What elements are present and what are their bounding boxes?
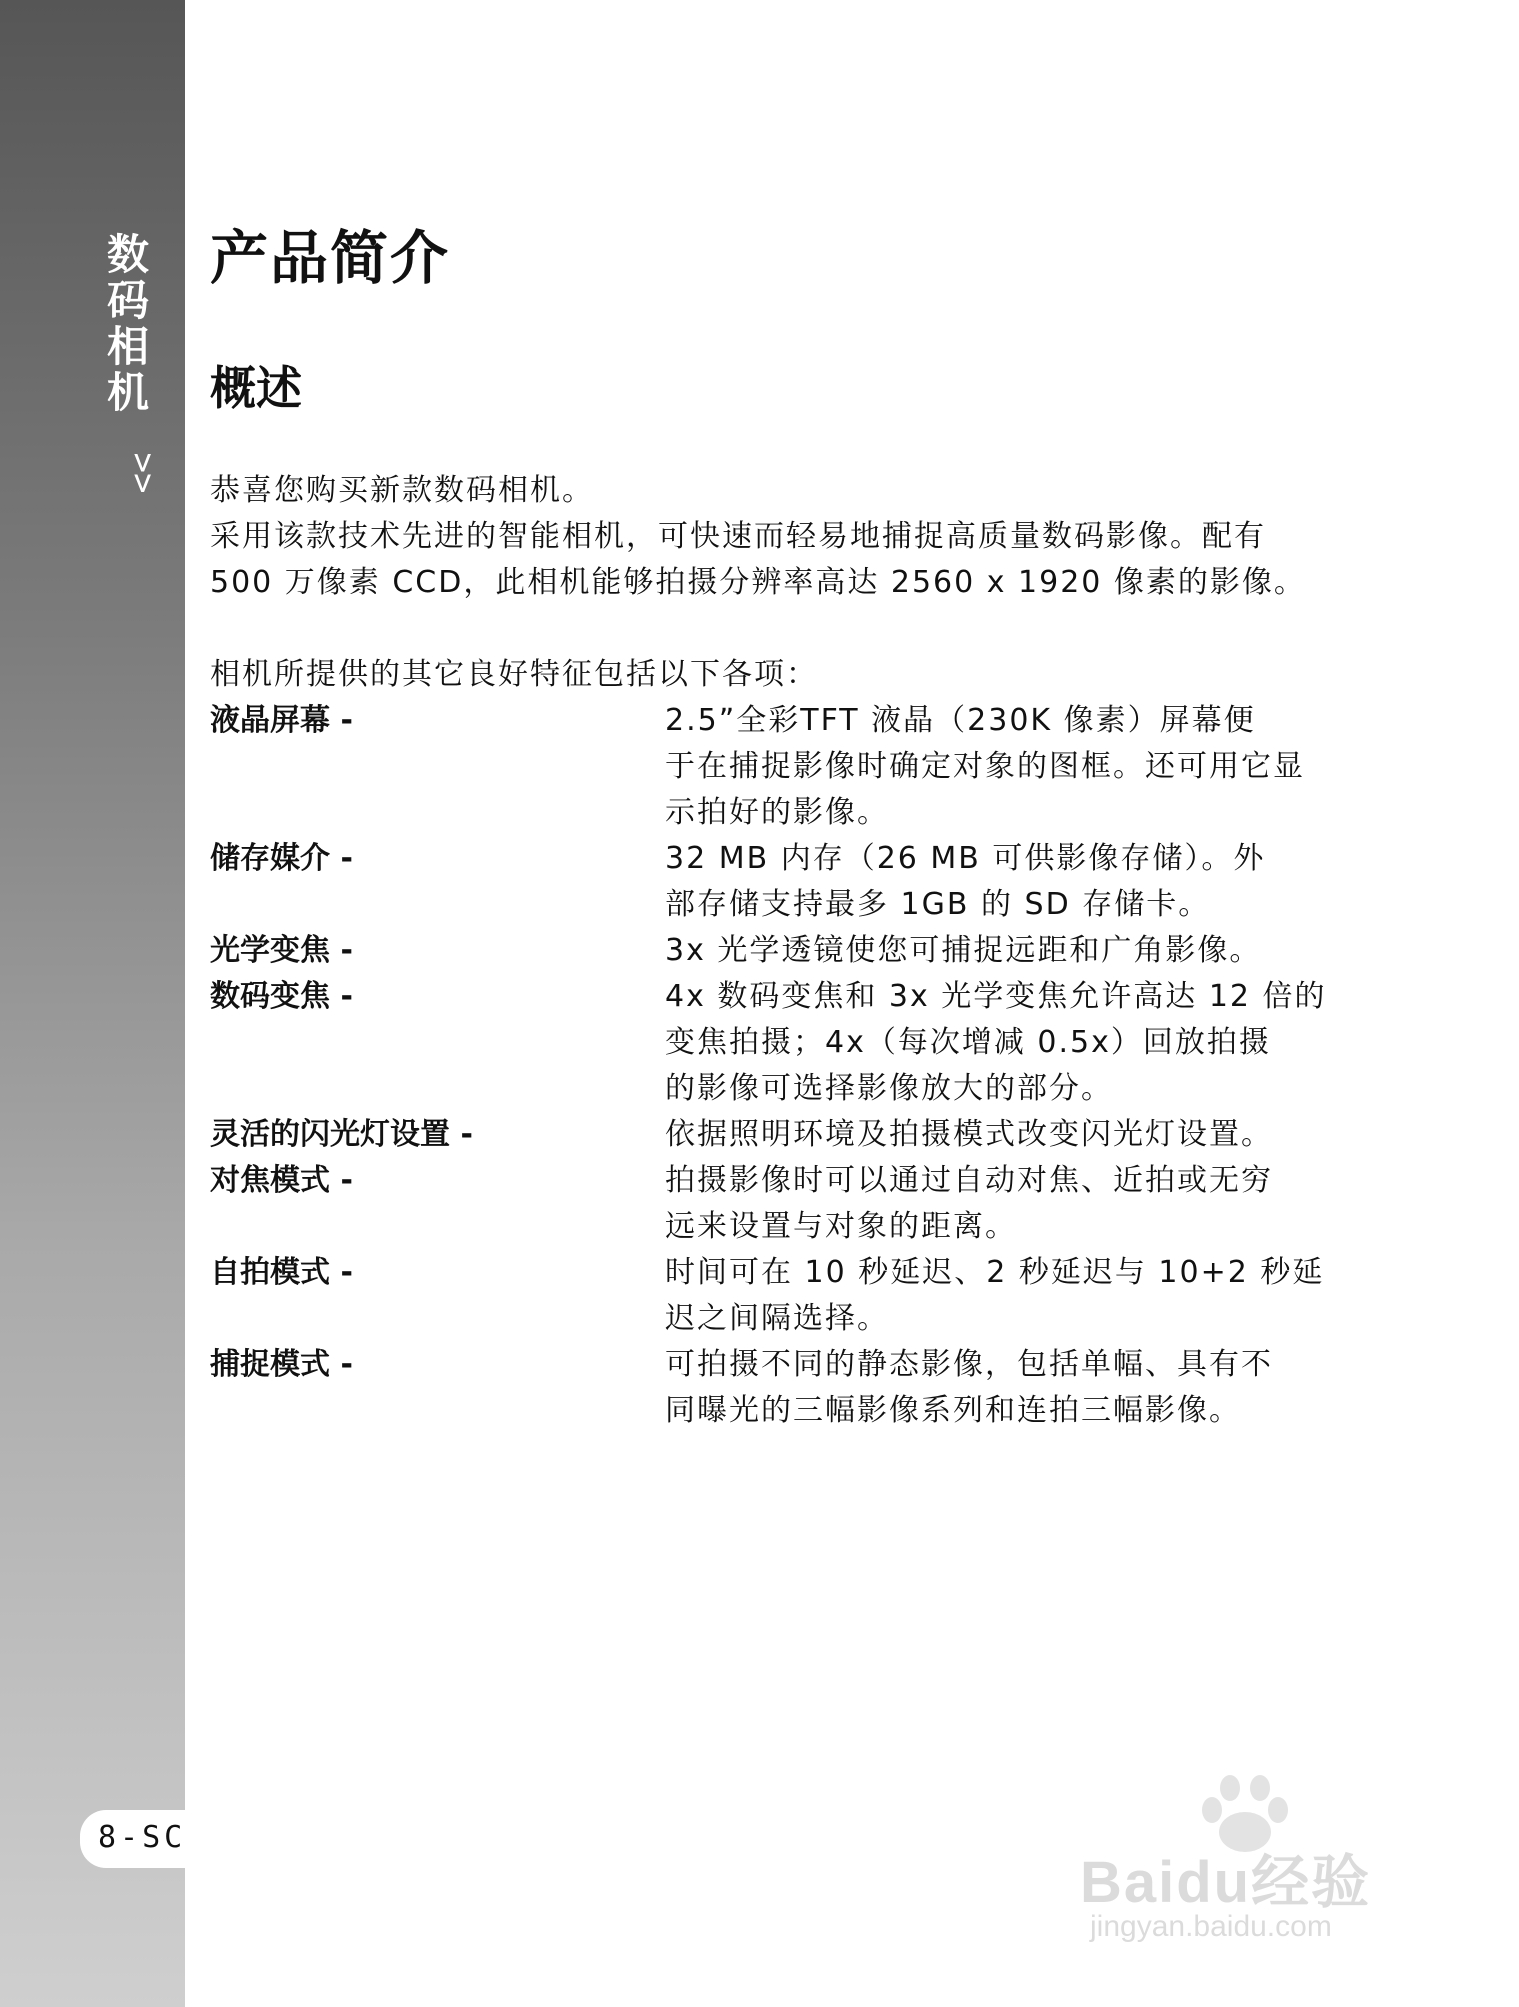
feature-list	[210, 698, 1327, 1434]
feature-label: 数码变焦 -	[210, 979, 353, 1014]
page-title: 产品简介	[210, 224, 451, 292]
sidebar-title: 数码相机	[101, 232, 150, 416]
feature-item-optical-zoom	[210, 928, 1320, 974]
feature-label: 捕捉模式 -	[210, 1347, 353, 1382]
feature-desc	[665, 1158, 1320, 1250]
spacer	[210, 606, 1320, 652]
feature-desc-line: 3x 光学透镜使您可捕捉远距和广角影像。	[665, 933, 1262, 968]
feature-desc-line: 的影像可选择影像放大的部分。	[665, 1071, 1113, 1106]
intro-line-2: 采用该款技术先进的智能相机，可快速而轻易地捕捉高质量数码影像。配有	[210, 519, 1266, 554]
feature-item-storage	[210, 836, 1320, 928]
feature-desc-line: 迟之间隔选择。	[665, 1301, 889, 1336]
feature-desc-line: 拍摄影像时可以通过自动对焦、近拍或无穷	[665, 1163, 1273, 1198]
feature-item-capture	[210, 1342, 1320, 1434]
feature-desc	[665, 1342, 1320, 1434]
sidebar	[0, 0, 185, 2007]
features-intro: 相机所提供的其它良好特征包括以下各项：	[210, 657, 818, 692]
feature-item-lcd	[210, 698, 1320, 836]
feature-desc-line: 4x 数码变焦和 3x 光学变焦允许高达 12 倍的	[665, 979, 1327, 1014]
feature-desc-line: 远来设置与对象的距离。	[665, 1209, 1017, 1244]
feature-desc-line: 部存储支持最多 1GB 的 SD 存储卡。	[665, 887, 1211, 922]
feature-label: 灵活的闪光灯设置 -	[210, 1117, 473, 1152]
baidu-watermark	[1070, 1770, 1470, 1970]
feature-label: 自拍模式 -	[210, 1255, 353, 1290]
chevron-right-icon: >>	[123, 452, 163, 494]
intro-line-1: 恭喜您购买新款数码相机。	[210, 473, 594, 508]
watermark-brand: Baidu经验	[1080, 1850, 1372, 1915]
feature-desc-line: 时间可在 10 秒延迟、2 秒延迟与 10+2 秒延	[665, 1255, 1325, 1290]
section-title: 概述	[210, 361, 302, 415]
feature-desc	[665, 836, 1320, 928]
feature-label: 液晶屏幕 -	[210, 703, 353, 738]
feature-desc	[665, 1250, 1325, 1342]
feature-desc-line: 32 MB 内存（26 MB 可供影像存储）。外	[665, 841, 1266, 876]
feature-label: 对焦模式 -	[210, 1163, 353, 1198]
feature-desc-line: 变焦拍摄；4x（每次增减 0.5x）回放拍摄	[665, 1025, 1271, 1060]
feature-desc-line: 可拍摄不同的静态影像，包括单幅、具有不	[665, 1347, 1273, 1382]
main-content	[210, 220, 1327, 1434]
feature-item-digital-zoom	[210, 974, 1327, 1112]
feature-desc	[665, 928, 1320, 974]
feature-desc-line: 依据照明环境及拍摄模式改变闪光灯设置。	[665, 1117, 1273, 1152]
feature-label: 储存媒介 -	[210, 841, 353, 876]
feature-desc-line: 示拍好的影像。	[665, 795, 889, 830]
feature-item-self-timer	[210, 1250, 1325, 1342]
feature-desc-line: 2.5”全彩TFT 液晶（230K 像素）屏幕便	[665, 703, 1256, 738]
feature-item-focus	[210, 1158, 1320, 1250]
feature-desc-line: 同曝光的三幅影像系列和连拍三幅影像。	[665, 1393, 1241, 1428]
feature-label: 光学变焦 -	[210, 933, 353, 968]
page-number: 8-SC	[98, 1820, 187, 1855]
feature-desc	[665, 974, 1327, 1112]
feature-desc	[665, 698, 1320, 836]
feature-desc-line: 于在捕捉影像时确定对象的图框。还可用它显	[665, 749, 1305, 784]
feature-desc	[665, 1112, 1320, 1158]
watermark-url: jingyan.baidu.com	[1090, 1910, 1332, 1943]
feature-item-flash	[210, 1112, 1320, 1158]
intro-line-3: 500 万像素 CCD，此相机能够拍摄分辨率高达 2560 x 1920 像素的影像。	[210, 565, 1306, 600]
page-number-tab	[80, 1810, 186, 1868]
